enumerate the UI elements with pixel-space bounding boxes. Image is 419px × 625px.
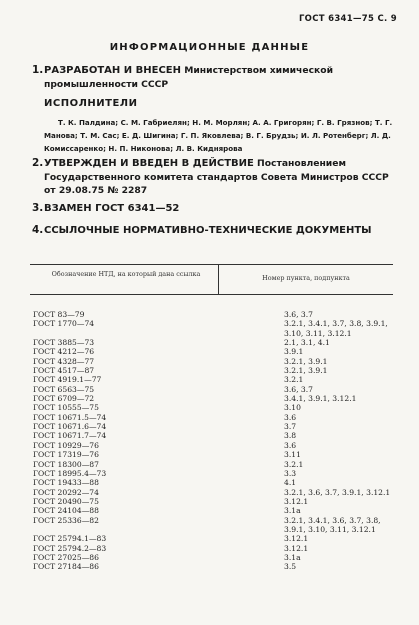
- table-header-clauses: Номер пункта, подпункта: [262, 274, 350, 282]
- table-header-document: Обозначение НТД, на который дана ссылка: [51, 270, 201, 278]
- section-3-text: ВЗАМЕН ГОСТ 6341—52: [44, 203, 180, 214]
- table-row: [33, 357, 403, 366]
- row-clauses: 3.2.1, 3.9.1: [284, 366, 328, 376]
- section-1: [32, 64, 399, 91]
- table-row: [33, 478, 403, 487]
- table-row: [33, 506, 403, 515]
- section-2: [32, 157, 399, 198]
- row-clauses: 3.8: [284, 431, 297, 441]
- section-2-lead: УТВЕРЖДЕН И ВВЕДЕН В ДЕЙСТВИЕ: [44, 158, 254, 169]
- section-4: [32, 224, 399, 238]
- row-clauses: 3.6: [284, 440, 297, 450]
- row-document: ГОСТ 10555—75: [33, 403, 99, 413]
- row-clauses: 3.6: [284, 412, 297, 422]
- row-document: ГОСТ 20292—74: [33, 487, 99, 497]
- row-clauses: 3.12.1: [284, 496, 309, 506]
- row-clauses: 3.6, 3.7: [284, 384, 313, 394]
- row-document: ГОСТ 17319—76: [33, 450, 99, 460]
- row-document: ГОСТ 4919.1—77: [33, 375, 102, 385]
- row-document: ГОСТ 25336—82: [33, 515, 99, 525]
- row-document: ГОСТ 24104—88: [33, 506, 99, 516]
- reference-table-body: [33, 310, 403, 572]
- table-row: [33, 544, 403, 553]
- table-header-divider: [218, 264, 219, 294]
- page-header: ГОСТ 6341—75 С. 9: [298, 14, 397, 24]
- document-title: ИНФОРМАЦИОННЫЕ ДАННЫЕ: [109, 42, 310, 53]
- table-row: [33, 385, 403, 394]
- section-4-number: 4.: [32, 224, 44, 236]
- table-row: [33, 403, 403, 412]
- row-clauses: 3.7: [284, 422, 297, 432]
- table-row: [33, 366, 403, 375]
- section-2-number: 2.: [32, 157, 44, 169]
- table-row: [33, 310, 403, 319]
- row-clauses: 3.5: [284, 562, 297, 572]
- row-clauses: 4.1: [284, 478, 297, 488]
- table-row: [33, 460, 403, 469]
- row-document: ГОСТ 4328—77: [33, 356, 95, 366]
- row-clauses: 3.3: [284, 468, 297, 478]
- table-header-rule: [30, 294, 393, 295]
- row-document: ГОСТ 27184—86: [33, 562, 99, 572]
- row-document: ГОСТ 4212—76: [33, 347, 95, 357]
- row-clauses: 3.2.1: [284, 375, 304, 385]
- row-document: ГОСТ 25794.1—83: [33, 534, 107, 544]
- table-row: [33, 534, 403, 543]
- row-document: ГОСТ 18300—87: [33, 459, 99, 469]
- table-row: [33, 347, 403, 356]
- table-row: [33, 553, 403, 562]
- table-row: [33, 469, 403, 478]
- table-row: [33, 431, 403, 440]
- section-1-text: Министерством химической промышленности СССР: [44, 65, 334, 90]
- row-clauses: 3.1а: [284, 552, 301, 562]
- table-row: [33, 450, 403, 459]
- row-clauses: 3.12.1: [284, 534, 309, 544]
- table-row: [33, 422, 403, 431]
- row-document: ГОСТ 25794.2—83: [33, 543, 107, 553]
- row-document: ГОСТ 6563—75: [33, 384, 95, 394]
- section-3-number: 3.: [32, 202, 44, 214]
- table-row: [33, 516, 403, 535]
- section-1-number: 1.: [32, 64, 44, 76]
- row-clauses: 3.2.1, 3.9.1: [284, 356, 328, 366]
- row-clauses: 3.11: [284, 450, 301, 460]
- table-row: [33, 497, 403, 506]
- executors-heading: ИСПОЛНИТЕЛИ: [44, 98, 138, 109]
- table-row: [33, 319, 403, 338]
- table-row: [33, 413, 403, 422]
- row-clauses: 3.9.1: [284, 347, 304, 357]
- table-row: [33, 394, 403, 403]
- row-clauses: 3.10: [284, 403, 301, 413]
- table-top-rule: [30, 264, 393, 265]
- table-row: [33, 562, 403, 571]
- row-document: ГОСТ 6709—72: [33, 394, 95, 404]
- table-row: [33, 375, 403, 384]
- row-document: ГОСТ 10671.5—74: [33, 412, 107, 422]
- section-3: [32, 202, 399, 216]
- table-row: [33, 488, 403, 497]
- row-document: ГОСТ 19433—88: [33, 478, 99, 488]
- row-document: ГОСТ 10929—76: [33, 440, 99, 450]
- row-document: ГОСТ 10671.6—74: [33, 422, 107, 432]
- section-2-text: Постановлением Государственного комитета стандартов Совета Министров СССР от 29.08.75 № 2287: [44, 158, 389, 196]
- table-row: [33, 441, 403, 450]
- row-clauses: 3.12.1: [284, 543, 309, 553]
- section-1-lead: РАЗРАБОТАН И ВНЕСЕН: [44, 65, 181, 76]
- row-document: ГОСТ 20490—75: [33, 496, 99, 506]
- row-document: ГОСТ 4517—87: [33, 366, 95, 376]
- row-document: ГОСТ 83—79: [33, 310, 85, 319]
- row-clauses: 3.2.1, 3.6, 3.7, 3.9.1, 3.12.1: [284, 487, 391, 497]
- row-document: ГОСТ 18995.4—73: [33, 468, 107, 478]
- row-document: ГОСТ 27025—86: [33, 552, 99, 562]
- row-clauses: 3.2.1, 3.4.1, 3.6, 3.7, 3.8, 3.9.1, 3.10, 3.11, 3.12.1: [284, 515, 381, 534]
- row-clauses: 3.4.1, 3.9.1, 3.12.1: [284, 394, 357, 404]
- row-clauses: 3.6, 3.7: [284, 310, 313, 319]
- row-clauses: 3.2.1, 3.4.1, 3.7, 3.8, 3.9.1, 3.10, 3.11, 3.12.1: [284, 319, 388, 338]
- row-clauses: 3.1а: [284, 506, 301, 516]
- row-clauses: 3.2.1: [284, 459, 304, 469]
- row-document: ГОСТ 1770—74: [33, 319, 95, 329]
- row-clauses: 2.1, 3.1, 4.1: [284, 338, 330, 348]
- table-row: [33, 338, 403, 347]
- row-document: ГОСТ 10671.7—74: [33, 431, 107, 441]
- executors-list: Т. К. Палдина; С. М. Габриелян; Н. М. Морлян; А. А. Григорян; Г. В. Грязнов; Т. Г. Манова; Т. М. Сас; Е. Д. Шигина; Г. П. Яковлева; В. Г. Брудзь; И. Л. Ротенберг; Л. Д. Комиссаренко; Н. П. Никонова; Л. В. Киднярова: [44, 118, 393, 153]
- row-document: ГОСТ 3885—73: [33, 338, 95, 348]
- section-4-text: ССЫЛОЧНЫЕ НОРМАТИВНО-ТЕХНИЧЕСКИЕ ДОКУМЕНТЫ: [44, 225, 372, 236]
